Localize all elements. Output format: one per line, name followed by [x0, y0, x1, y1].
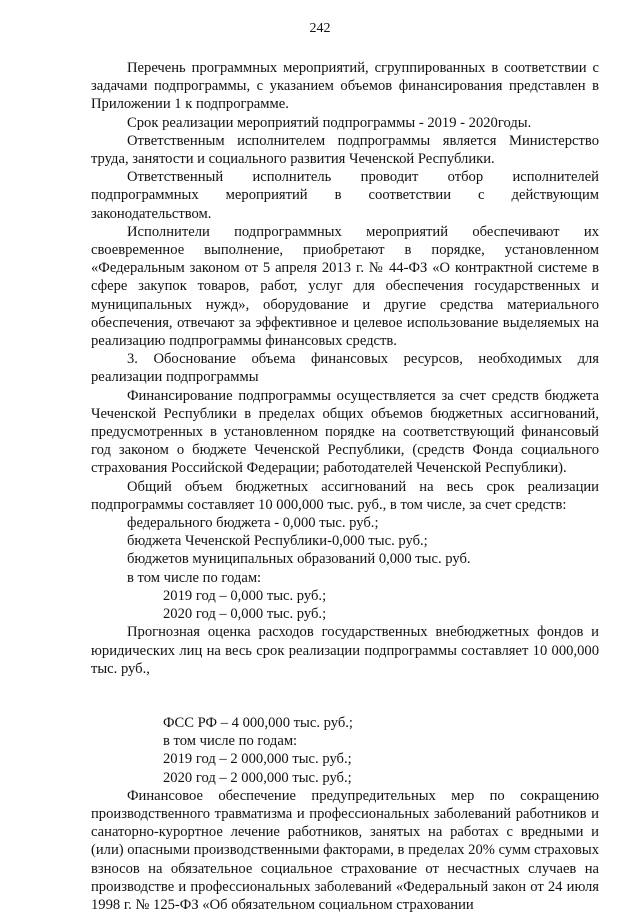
- paragraph-implementation-period: Срок реализации мероприятий подпрограммы - 2019 - 2020годы.: [127, 114, 532, 131]
- budget-municipal: бюджетов муниципальных образований 0,000 тыс. руб.: [127, 551, 471, 568]
- paragraph-forecast-estimate: Прогнозная оценка расходов государственных внебюджетных фондов и юридических лиц на весь срок реализации подпрограммы составляет 10 000,000 тыс. руб.,: [91, 624, 599, 677]
- section-heading: 3. Обоснование объема финансовых ресурсов, необходимых для реализации подпрограммы: [91, 351, 599, 386]
- budget-by-years-label: в том числе по годам:: [127, 569, 262, 586]
- paragraph-preventive-measures: Финансовое обеспечение предупредительных мер по сокращению производственного травматизма и профессиональных заболеваний работников и санаторно-курортное лечение работников, занятых на работах с вредными и (или) опасными производственными факторами, в пределах 20% сумм страховых взносов на обязательное социальное страхование от несчастных случаев на производстве и профессиональных заболеваний «Федеральный закон от 24 июля 1998 г. № 125-ФЗ «Об обязательном социальном страховании: [91, 787, 599, 913]
- page-number: 242: [309, 21, 331, 36]
- budget-year-2019: 2019 год – 0,000 тыс. руб.;: [163, 587, 327, 604]
- fss-year-2019: 2019 год – 2 000,000 тыс. руб.;: [163, 751, 352, 768]
- paragraph-financing-source: Финансирование подпрограммы осуществляется за счет средств бюджета Чеченской Республики в пределах общих объемов бюджетных ассигнований, предусмотренных в установленном порядке на соответствующий финансовый год законом о бюджете Чеченской Республики, (средств Фонда социального страхования Российской Федерации; работодателей Чеченской Республики).: [91, 387, 599, 477]
- paragraph-executors-duties: Исполнители подпрограммных мероприятий обеспечивают их своевременное выполнение, приобретают в порядке, установленном «Федеральным законом от 5 апреля 2013 г. № 44-ФЗ «О контрактной системе в сфере закупок товаров, работ, услуг для обеспечения государственных и муниципальных нужд», оборудование и другие средства материального обеспечения, отвечают за эффективное и целевое использование выделяемых на реализацию подпрограммы финансовых средств.: [91, 223, 599, 350]
- paragraph-executor-selection: Ответственный исполнитель проводит отбор исполнителей подпрограммных мероприятий в соответствии с действующим законодательством.: [91, 169, 599, 222]
- fss-by-years-label: в том числе по годам:: [163, 733, 298, 750]
- budget-republic: бюджета Чеченской Республики-0,000 тыс. руб.;: [127, 533, 428, 550]
- budget-federal: федерального бюджета - 0,000 тыс. руб.;: [127, 515, 379, 532]
- paragraph-responsible-executor: Ответственным исполнителем подпрограммы является Министерство труда, занятости и социального развития Чеченской Республики.: [91, 132, 599, 168]
- paragraph-total-budget: Общий объем бюджетных ассигнований на весь срок реализации подпрограммы составляет 10 000,000 тыс. руб., в том числе, за счет средств:: [91, 478, 599, 513]
- document-body: [91, 59, 599, 914]
- budget-year-2020: 2020 год – 0,000 тыс. руб.;: [163, 606, 327, 623]
- blank-gap: [91, 678, 599, 714]
- paragraph-program-activities: Перечень программных мероприятий, сгруппированных в соответствии с задачами подпрограммы, с указанием объемов финансирования представлен в Приложении 1 к подпрограмме.: [91, 60, 599, 113]
- fss-year-2020: 2020 год – 2 000,000 тыс. руб.;: [163, 769, 352, 786]
- fss-total: ФСС РФ – 4 000,000 тыс. руб.;: [163, 714, 353, 731]
